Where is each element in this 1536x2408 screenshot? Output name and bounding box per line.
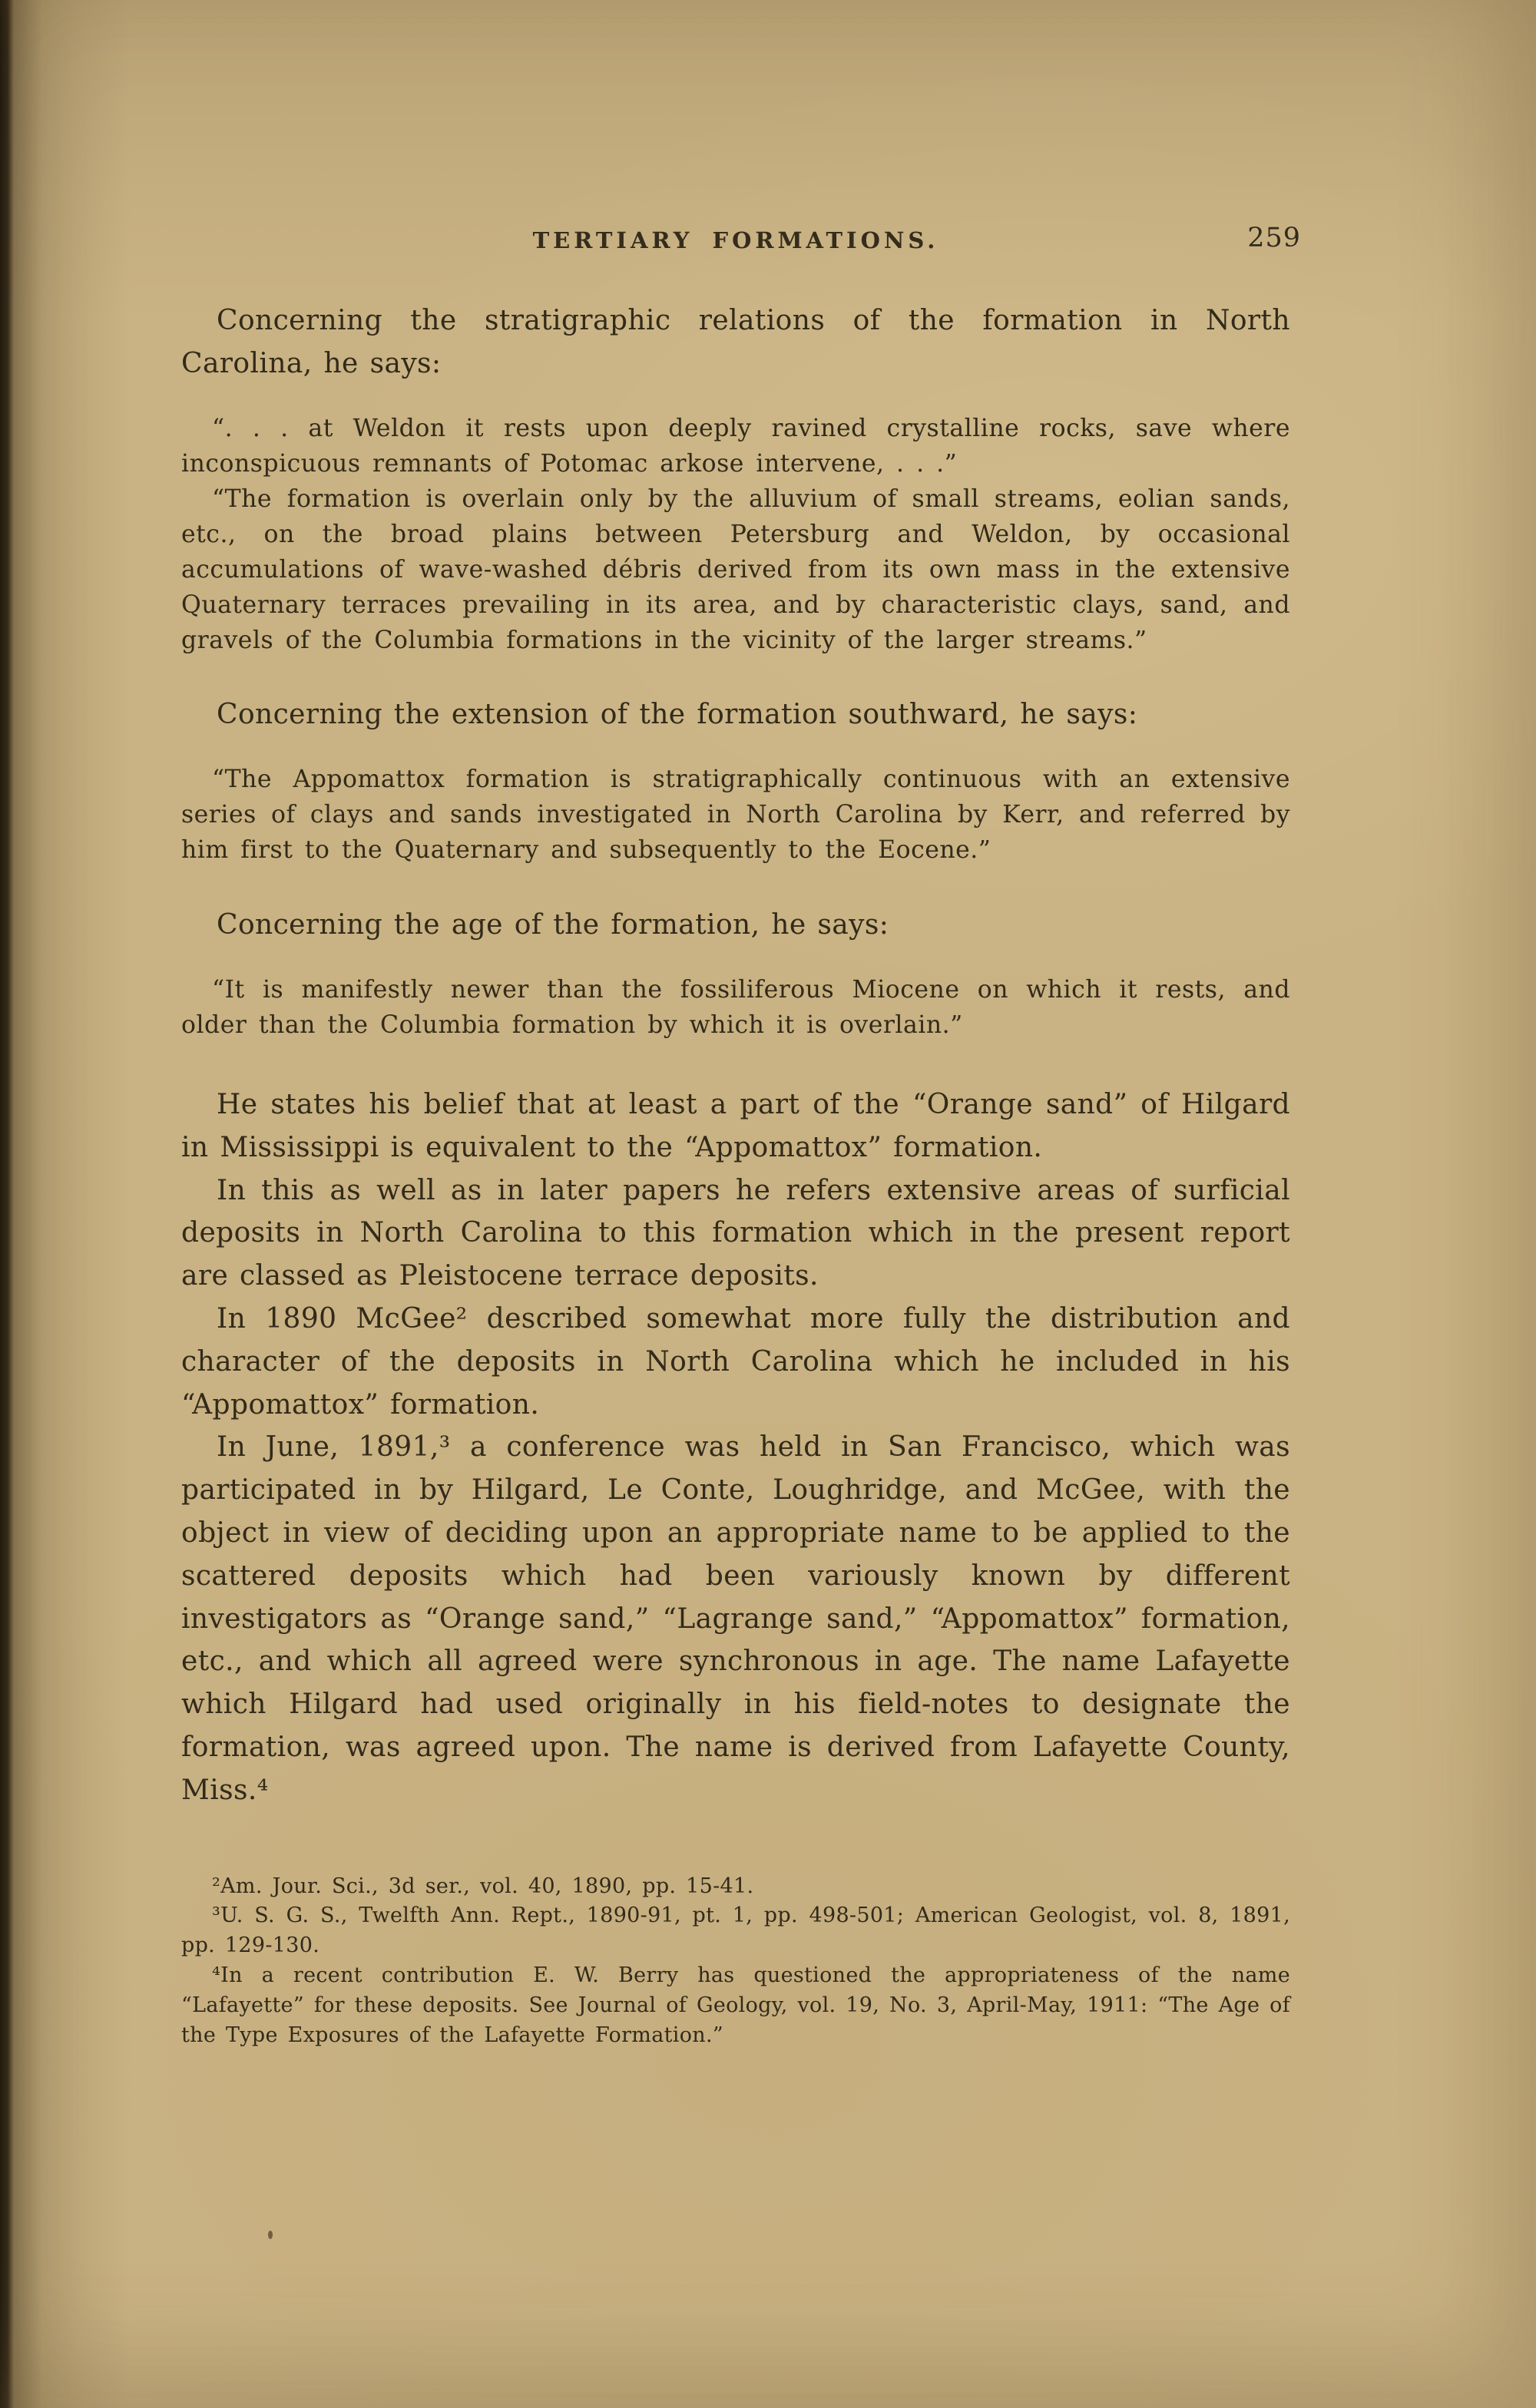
paragraph-1890-mcgee: In 1890 McGee² described somewhat more fully the distribution and character of the deposits in North Carolina which he included in his “Appomattox” formation. [181,1302,1290,1421]
footnote-3: ³U. S. G. S., Twelfth Ann. Rept., 1890-91, pt. 1, pp. 498-501; American Geologist, vol. 8, 1891, pp. 129-130. [181,1904,1290,1958]
paper-speck [268,2231,273,2239]
block-quote-manifestly-newer: “It is manifestly newer than the fossiliferous Miocene on which it rests, and older than the Columbia formation by which it is overlain.” [181,976,1290,1040]
footnote-2: ²Am. Jour. Sci., 3d ser., vol. 40, 1890, pp. 15-41. [212,1874,754,1898]
block-quote-formation-overlain: “The formation is overlain only by the alluvium of small streams, eolian sands, etc., on the broad plains between Petersburg and Weldon, by occasional accumulations of wave-washed débris derived from its own mass in the extensive Quaternary terraces prevailing in its area, and by characteristic clays, sand, and gravels of the Columbia formations in the vicinity of the larger streams.” [181,485,1290,654]
running-head [181,223,1301,253]
paragraph-stratigraphic-relations: Concerning the stratigraphic relations of the formation in North Carolina, he says: [181,305,1290,379]
footnote-4: ⁴In a recent contribution E. W. Berry has questioned the appropriateness of the name “Lafayette” for these deposits. See Journal of Geology, vol. 19, No. 3, April-May, 1911: “The Age of the Type Exposures of the Lafayette Formation.” [181,1963,1290,2047]
paragraph-1891-conference: In June, 1891,³ a conference was held in San Francisco, which was participated in by Hilgard, Le Conte, Loughridge, and McGee, with the object in view of deciding upon an appropriate name to be applied to the scattered deposits which had been variously known by different investigators as “Orange sand,” “Lagrange sand,” “Appomattox” formation, etc., and which all agreed were synchronous in age. The name Lafayette which Hilgard had used originally in his field-notes to designate the formation, was agreed upon. The name is derived from Lafayette County, Miss.⁴ [181,1431,1290,1806]
block-quote-weldon: “. . . at Weldon it rests upon deeply ravined crystalline rocks, save where inconspicuous remnants of Potomac arkose intervene, . . .” [181,414,1290,478]
page-header-title: TERTIARY FORMATIONS. [532,227,939,253]
block-quote-appomattox-continuous: “The Appomattox formation is stratigraphically continuous with an extensive series of clays and sands investigated in North Carolina by Kerr, and referred by him first to the Quaternary and subsequently to the Eocene.” [181,766,1290,865]
paragraph-later-papers: In this as well as in later papers he refers extensive areas of surficial deposits in North Carolina to this formation which in the present report are classed as Pleistocene terrace deposits. [181,1174,1290,1292]
paragraph-extension-southward: Concerning the extension of the formation southward, he says: [217,699,1138,731]
paragraph-orange-sand-belief: He states his belief that at least a part of the “Orange sand” of Hilgard in Mississippi is equivalent to the “Appomattox” formation. [181,1089,1290,1163]
paragraph-age-of-formation: Concerning the age of the formation, he says: [217,909,889,941]
footnotes-section [181,1872,1290,2051]
page-number: 259 [1247,223,1301,253]
